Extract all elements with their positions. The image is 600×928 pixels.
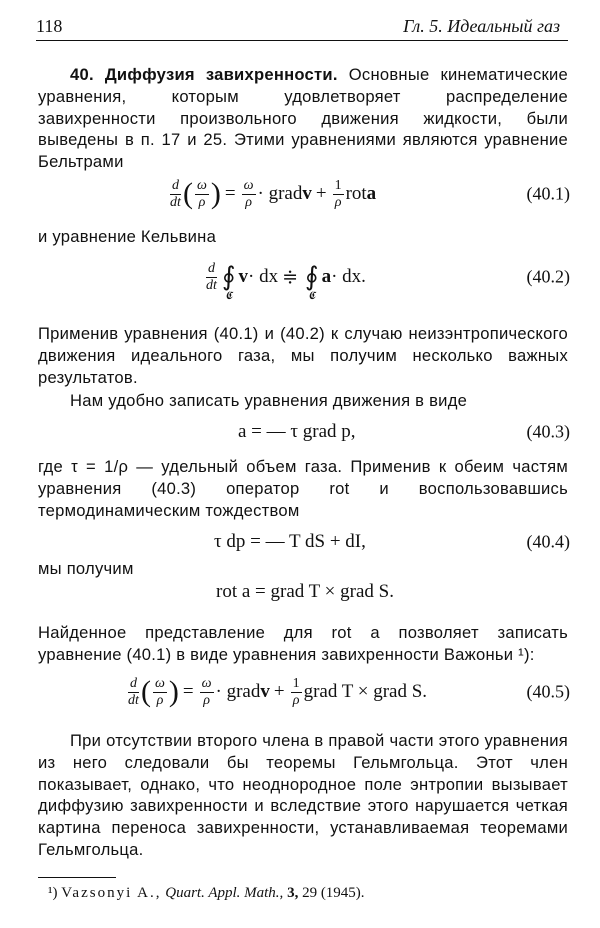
section-title: 40. Диффузия завихренности.: [70, 65, 338, 84]
found-paragraph: Найденное представление для rot a позволяет записать уравнение (40.1) в виде уравнения завихренности Важоньи ¹):: [38, 623, 568, 664]
equation-40-1: [0, 170, 600, 218]
equation-40-4-body: τ dp = — T dS + dI,: [214, 531, 366, 552]
equation-40-2: [0, 253, 600, 301]
omega-over-rho: $\frac{\omega}{\rho}$: [197, 177, 207, 210]
intro-text: Основные кинематические уравнения, которым удовлетворяет распределение завихренности произвольного движения жидкости, были выведены в п. 17 и 25. Этими уравнениями являются уравнение Бельтрами: [38, 65, 568, 172]
header-rule: [36, 40, 568, 41]
equation-40-3: [0, 408, 600, 456]
where-paragraph: где τ = 1/ρ — удельный объем газа. Применив к обеим частям уравнения (40.3) оператор rot и воспользовавшись термодинамическим тождеством: [38, 457, 568, 520]
we-get-text: мы получим: [38, 559, 134, 578]
equation-40-5-body: $\frac{d}{dt}$ ( $\frac{\omega}{\rho}$ ) = $\frac{\omega}{\rho}$ · grad v + $\frac{1}{\rho}$ grad T × grad S.: [128, 675, 428, 708]
footnote: ¹) Vazsonyi A., Quart. Appl. Math., 3, 29 (1945).: [48, 885, 365, 901]
equation-number: (40.5): [526, 681, 570, 702]
footnote-rule: [38, 877, 116, 878]
absence-paragraph: При отсутствии второго члена в правой части этого уравнения из него следовали бы теоремы Гельмгольца. Этот член показывает, однако, что неоднородное поле энтропии вызывает диффузию завихренности и вследствие этого нарушается четкая картина переноса завихренности, устанавливаемая теоремами Гельмгольца.: [38, 731, 568, 859]
equation-40-1-body: $\frac{d}{dt}$ ( $\frac{\omega}{\rho}$ ) = $\frac{\omega}{\rho}$ · grad v + $\frac{1}{\rho}$ rot a: [170, 177, 377, 210]
intro-paragraph: [38, 64, 568, 173]
equation-40-3-body: a = — τ grad p,: [238, 421, 356, 442]
contour-integral-icon: ∮ 𝕮: [305, 262, 319, 302]
running-title: Гл. 5. Идеальный газ: [403, 16, 560, 36]
equation-40-5: [0, 668, 600, 716]
equation-number: (40.1): [526, 183, 570, 204]
apply-paragraph: Применив уравнения (40.1) и (40.2) к случаю неизэнтропического движения идеального газа, мы получим несколько важных результатов.: [38, 324, 568, 387]
equation-number: (40.3): [526, 421, 570, 442]
equation-40-2-body: $\frac{d}{dt}$ ∮ 𝕮 v · dx ≑ ∮ 𝕮 a · dx.: [206, 260, 366, 302]
convenient-paragraph: Нам удобно записать уравнения движения в виде: [70, 391, 468, 410]
equation-rot-a: [0, 568, 600, 616]
contour-integral-icon: ∮ 𝕮: [222, 262, 236, 302]
derivative-frac: $\frac{d}{dt}$: [170, 177, 181, 210]
equation-rot-a-body: rot a = grad T × grad S.: [216, 581, 394, 602]
page-number: 118: [36, 16, 63, 36]
equation-number: (40.4): [526, 531, 570, 552]
equation-number: (40.2): [526, 266, 570, 287]
page-header: [36, 14, 568, 42]
kelvin-text: и уравнение Кельвина: [38, 227, 217, 246]
